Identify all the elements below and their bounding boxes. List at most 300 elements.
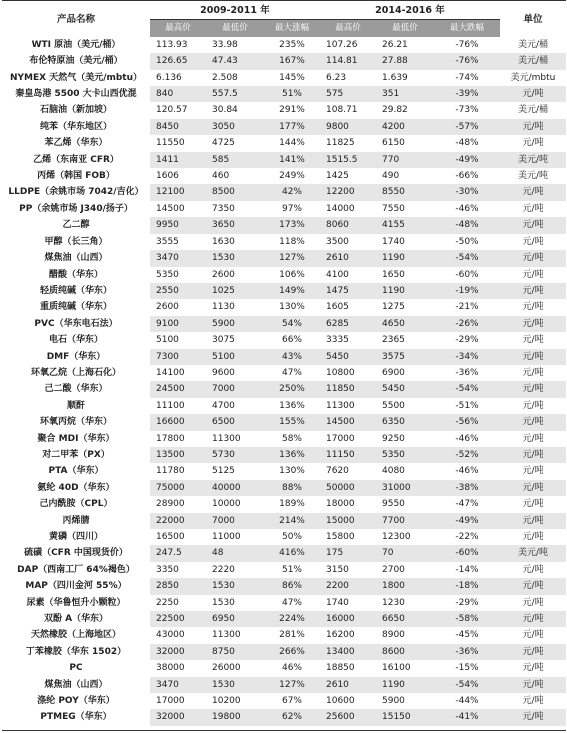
unit-cell: 元/吨 — [522, 236, 544, 247]
low-price-2014-2016-cell: 15150 — [376, 709, 434, 725]
table-row — [2, 316, 566, 332]
high-price-2009-2011-cell: 2550 — [150, 283, 206, 299]
unit-cell: 元/吨 — [500, 480, 566, 496]
high-price-2009-2011-cell: 9100 — [150, 316, 206, 332]
max-fall-cell: -48% — [455, 138, 479, 149]
low-price-2014-2016-cell: 4200 — [376, 119, 434, 135]
high-price-2014-2016-cell: 2610 — [320, 677, 376, 693]
max-rise-cell: 266% — [264, 644, 320, 660]
low-price-2014-2016-cell: 5350 — [376, 447, 434, 463]
low-price-2014-2016-cell: 6650 — [376, 611, 434, 627]
product-name-cell: 尿素（华鲁恒升小颗粒） — [26, 597, 126, 608]
table-row — [2, 562, 566, 578]
product-name-cell: 己内酰胺（CPL） — [39, 499, 113, 510]
product-name-cell: PTA（华东） — [48, 466, 104, 477]
table-row — [2, 463, 566, 479]
low-price-2009-2011-cell: 7000 — [206, 513, 264, 529]
product-name-cell: DAP（西南工厂 64%褐色） — [17, 564, 135, 575]
unit-cell: 元/吨 — [522, 663, 544, 674]
table-row — [2, 709, 566, 725]
product-name-cell: PP（余姚市场 J340/扬子） — [19, 203, 133, 214]
max-fall-cell: -36% — [434, 644, 500, 660]
max-fall-cell: -19% — [434, 283, 500, 299]
max-fall-cell: -49% — [434, 513, 500, 529]
low-price-2014-2016-cell: 1740 — [382, 236, 405, 247]
low-price-2014-2016-cell: 9250 — [382, 433, 405, 444]
high-price-2009-2011-cell: 2250 — [156, 597, 179, 608]
unit-cell: 美元/桶 — [517, 105, 549, 116]
low-price-2009-2011-cell: 26000 — [212, 663, 241, 674]
high-price-2014-2016-cell: 16000 — [320, 611, 376, 627]
table-row — [2, 349, 566, 365]
low-price-2014-2016-cell: 29.82 — [382, 105, 408, 116]
high-price-2014-2016-cell: 11150 — [320, 447, 376, 463]
high-price-2014-2016-cell: 15800 — [326, 532, 355, 542]
unit-cell: 元/吨 — [500, 447, 566, 463]
high-price-2009-2011-cell: 113.93 — [156, 39, 188, 50]
max-rise-cell: 51% — [281, 564, 302, 575]
table-row — [2, 693, 566, 709]
period-2014-2016-header: 2014-2016 年 — [320, 3, 500, 20]
unit-cell: 元/吨 — [500, 513, 566, 529]
product-name-cell: 丁苯橡胶（华东 1502） — [25, 646, 127, 657]
table-row — [2, 611, 566, 627]
low-price-2009-2011-cell: 5125 — [212, 466, 235, 477]
high-price-2009-2011-cell: 3470 — [150, 677, 206, 693]
product-name-cell: WTI 原油（美元/桶） — [31, 39, 121, 50]
max-fall-cell: -50% — [455, 236, 479, 247]
high-price-2009-2011-cell: 38000 — [156, 663, 185, 674]
max-fall-cell: -29% — [455, 335, 479, 346]
low-price-2009-2011-cell: 3075 — [212, 335, 235, 346]
max-fall-cell: -14% — [455, 564, 479, 575]
low-price-2009-2011-cell: 47.43 — [206, 53, 264, 69]
high-price-2009-2011-cell: 9950 — [150, 217, 206, 233]
high-price-2009-2011-cell: 8450 — [150, 119, 206, 135]
high-price-2014-2016-cell: 11300 — [326, 400, 355, 411]
table-row — [2, 217, 566, 233]
low-price-2014-2016-cell: 4155 — [376, 217, 434, 233]
max-rise-cell: 54% — [264, 316, 320, 332]
high-price-2009-2011-cell: 32000 — [150, 644, 206, 660]
table-row — [2, 299, 566, 315]
table-row — [2, 398, 566, 414]
low-price-2014-2016-cell: 9550 — [382, 499, 405, 510]
high-price-2014-2016-cell: 10600 — [326, 696, 355, 707]
max-rise-cell: 130% — [279, 466, 305, 477]
unit-cell: 元/吨 — [500, 184, 566, 200]
low-price-2014-2016-cell: 1190 — [376, 677, 434, 693]
high-price-2014-2016-cell: 1475 — [320, 283, 376, 299]
price-table-body — [2, 37, 566, 726]
max-fall-cell: -58% — [434, 611, 500, 627]
unit-cell: 元/吨 — [522, 499, 544, 510]
max-fall-cell: -60% — [455, 269, 479, 280]
unit-cell: 元/吨 — [522, 466, 544, 477]
max-fall-cell: -48% — [434, 217, 500, 233]
low-price-2009-2011-cell: 30.84 — [212, 105, 238, 116]
product-name-cell: 双酚 A（华东） — [43, 614, 109, 625]
unit-cell: 元/吨 — [500, 709, 566, 725]
high-price-2014-2016-cell: 1740 — [326, 597, 349, 608]
high-price-2014-2016-cell: 11825 — [326, 138, 355, 149]
product-name-cell: 环氧丙烷（华东） — [39, 417, 112, 428]
max-rise-cell: 291% — [279, 105, 305, 116]
low-price-2009-2011-cell: 7000 — [206, 381, 264, 397]
table-row — [2, 234, 566, 250]
unit-header: 单位 — [500, 3, 566, 37]
high-price-2014-2016-cell: 4100 — [326, 269, 349, 280]
product-name-cell: 丙烯腈 — [62, 515, 90, 526]
high-price-2014-2016-cell: 10800 — [326, 367, 355, 378]
product-name-cell: LLDPE（余姚市场 7042/吉化） — [8, 187, 144, 198]
max-fall-cell: -26% — [434, 316, 500, 332]
low-price-2009-2011-cell: 19800 — [206, 709, 264, 725]
table-row — [2, 201, 566, 217]
max-fall-cell: -66% — [455, 171, 479, 182]
max-fall-cell: -60% — [434, 545, 500, 561]
product-name-cell: 聚合 MDI（华东） — [37, 433, 115, 444]
max-fall-cell: -34% — [434, 349, 500, 365]
high-price-2009-2011-cell: 247.5 — [150, 545, 206, 561]
unit-cell: 美元/吨 — [500, 545, 566, 561]
product-name-cell: PVC（华东电石法） — [34, 318, 118, 329]
high-price-2009-2011-cell: 16500 — [156, 532, 185, 542]
max-rise-cell: 249% — [279, 171, 305, 182]
table-row — [2, 102, 566, 118]
table-row — [2, 414, 566, 430]
table-row — [2, 529, 566, 545]
low-price-2009-2011-cell: 1530 — [206, 677, 264, 693]
max-fall-cell: -18% — [434, 578, 500, 594]
table-row — [2, 595, 566, 611]
unit-cell: 美元/桶 — [500, 53, 566, 69]
product-name-cell: NYMEX 天然气（美元/mbtu） — [9, 72, 143, 83]
table-row — [2, 677, 566, 693]
low-price-2009-2011-cell: 1630 — [212, 236, 235, 247]
max-fall-cell: -29% — [455, 597, 479, 608]
table-row — [2, 119, 566, 135]
table-row — [2, 168, 566, 184]
high-price-2014-2016-cell: 575 — [320, 86, 376, 102]
low-price-2014-2016-cell: 1650 — [382, 269, 405, 280]
low-price-2009-2011-cell: 48 — [206, 545, 264, 561]
product-name-cell: MAP（四川金河 55%） — [25, 581, 127, 592]
low-price-2009-2011-cell: 8750 — [206, 644, 264, 660]
low-price-2009-2011-cell: 557.5 — [206, 86, 264, 102]
max-fall-cell: -15% — [455, 663, 479, 674]
high-price-2009-2011-cell: 17000 — [156, 696, 185, 707]
high-price-2014-2016-cell: 50000 — [320, 480, 376, 496]
low-price-2014-2016-cell: 31000 — [376, 480, 434, 496]
table-row — [2, 152, 566, 168]
low-price-2014-2016-cell: 8550 — [376, 184, 434, 200]
low-price-2014-2016-cell: 6350 — [376, 414, 434, 430]
max-rise-cell: 47% — [281, 367, 302, 378]
max-fall-cell: -36% — [455, 367, 479, 378]
low-price-2014-2016-cell: 7700 — [376, 513, 434, 529]
high-price-header-1: 最高价 — [150, 20, 206, 37]
low-price-2009-2011-cell: 1530 — [206, 578, 264, 594]
product-name-cell: 涤纶 POY（华东） — [37, 696, 115, 707]
high-price-2014-2016-cell: 14500 — [320, 414, 376, 430]
low-price-2014-2016-cell: 5500 — [382, 400, 405, 411]
unit-cell: 元/吨 — [522, 203, 544, 214]
low-price-header-1: 最低价 — [206, 20, 264, 37]
high-price-2014-2016-cell: 12200 — [320, 184, 376, 200]
high-price-2014-2016-cell: 9800 — [320, 119, 376, 135]
high-price-2009-2011-cell: 22500 — [150, 611, 206, 627]
high-price-2014-2016-cell: 1425 — [326, 171, 349, 182]
table-row — [2, 496, 566, 512]
period-2009-2011-header: 2009-2011 年 — [150, 3, 320, 20]
product-name-cell: 煤焦油（山西） — [44, 679, 108, 690]
max-rise-cell: 250% — [264, 381, 320, 397]
unit-cell: 元/吨 — [500, 316, 566, 332]
high-price-2009-2011-cell: 3470 — [150, 250, 206, 266]
low-price-2009-2011-cell: 5730 — [206, 447, 264, 463]
max-fall-cell: -21% — [455, 302, 479, 313]
unit-cell: 元/吨 — [500, 283, 566, 299]
high-price-2014-2016-cell: 1515.5 — [320, 152, 376, 168]
unit-cell: 元/吨 — [522, 367, 544, 378]
high-price-2009-2011-cell: 32000 — [150, 709, 206, 725]
high-price-2009-2011-cell: 1606 — [156, 171, 179, 182]
unit-cell: 元/吨 — [522, 532, 544, 542]
high-price-2009-2011-cell: 11780 — [156, 466, 185, 477]
product-name-cell: 重质纯碱（华东） — [39, 302, 112, 313]
unit-cell: 元/吨 — [522, 269, 544, 280]
low-price-2014-2016-cell: 8600 — [376, 644, 434, 660]
low-price-2014-2016-cell: 8900 — [382, 630, 405, 641]
max-rise-cell: 86% — [264, 578, 320, 594]
product-name-cell: 秦皇岛港 5500 大卡山西优混 — [15, 89, 137, 100]
high-price-2014-2016-cell: 114.81 — [320, 53, 376, 69]
product-name-cell: 电石（华东） — [48, 335, 103, 346]
low-price-2014-2016-cell: 16100 — [382, 663, 411, 674]
max-fall-cell: -57% — [434, 119, 500, 135]
table-row — [2, 513, 566, 529]
max-fall-cell: -52% — [434, 447, 500, 463]
high-price-2014-2016-cell: 18850 — [326, 663, 355, 674]
unit-cell: 元/吨 — [500, 217, 566, 233]
low-price-2009-2011-cell: 2600 — [212, 269, 235, 280]
max-rise-cell: 127% — [264, 250, 320, 266]
unit-cell: 美元/mbtu — [510, 72, 556, 83]
high-price-2009-2011-cell: 840 — [150, 86, 206, 102]
high-price-2014-2016-cell: 6.23 — [326, 72, 347, 83]
high-price-2014-2016-cell: 3500 — [326, 236, 349, 247]
high-price-2014-2016-cell: 5450 — [320, 349, 376, 365]
low-price-2009-2011-cell: 10200 — [212, 696, 241, 707]
max-fall-cell: -22% — [455, 532, 479, 542]
low-price-2009-2011-cell: 6950 — [206, 611, 264, 627]
table-row — [2, 480, 566, 496]
high-price-2014-2016-cell: 6285 — [320, 316, 376, 332]
max-fall-cell: -46% — [455, 433, 479, 444]
unit-cell: 元/吨 — [522, 138, 544, 149]
product-name-cell: 丙烯（韩国 FOB） — [37, 171, 115, 182]
low-price-2014-2016-cell: 27.88 — [376, 53, 434, 69]
table-row — [2, 37, 566, 53]
max-rise-cell: 88% — [264, 480, 320, 496]
table-row — [2, 184, 566, 200]
low-price-2009-2011-cell: 4725 — [212, 138, 235, 149]
max-rise-cell: 50% — [281, 532, 302, 542]
table-row — [2, 447, 566, 463]
max-rise-cell: 106% — [279, 269, 305, 280]
product-name-cell: PC — [69, 663, 83, 674]
unit-cell: 元/吨 — [500, 414, 566, 430]
high-price-2009-2011-cell: 17800 — [156, 433, 185, 444]
product-name-cell: 天然橡胶（上海地区） — [30, 630, 121, 641]
low-price-2009-2011-cell: 3650 — [206, 217, 264, 233]
low-price-2014-2016-cell: 1.639 — [382, 72, 408, 83]
product-name-cell: 氨纶 40D（华东） — [37, 482, 115, 493]
max-fall-cell: -38% — [434, 480, 500, 496]
low-price-2009-2011-cell: 7350 — [212, 203, 235, 214]
product-name-cell: 黄磷（四川） — [48, 532, 103, 542]
high-price-2009-2011-cell: 3350 — [156, 564, 179, 575]
low-price-2009-2011-cell: 5900 — [206, 316, 264, 332]
low-price-2009-2011-cell: 2.508 — [212, 72, 238, 83]
high-price-2009-2011-cell: 7300 — [150, 349, 206, 365]
max-rise-cell: 66% — [281, 335, 302, 346]
low-price-2009-2011-cell: 11300 — [212, 433, 241, 444]
max-fall-cell: -46% — [455, 466, 479, 477]
max-rise-cell: 51% — [264, 86, 320, 102]
high-price-2009-2011-cell: 3555 — [156, 236, 179, 247]
table-row — [2, 135, 566, 151]
product-name-cell: 苯乙烯（华东） — [44, 138, 108, 149]
high-price-2014-2016-cell: 13400 — [320, 644, 376, 660]
high-price-2009-2011-cell: 28900 — [156, 499, 185, 510]
high-price-2009-2011-cell: 11550 — [156, 138, 185, 149]
high-price-2014-2016-cell: 8060 — [320, 217, 376, 233]
max-fall-cell: -76% — [434, 53, 500, 69]
unit-cell: 元/吨 — [500, 677, 566, 693]
table-row — [2, 53, 566, 69]
low-price-2009-2011-cell: 11000 — [212, 532, 241, 542]
unit-cell: 美元/吨 — [500, 152, 566, 168]
max-fall-cell: -54% — [434, 677, 500, 693]
product-name-cell: 乙二醇 — [62, 220, 90, 231]
high-price-2009-2011-cell: 22000 — [150, 513, 206, 529]
low-price-2014-2016-cell: 1190 — [376, 283, 434, 299]
product-name-cell: 纯苯（华东地区） — [39, 121, 112, 132]
table-row — [2, 578, 566, 594]
product-name-cell: 硫磺（CFR 中国现货价） — [24, 548, 128, 559]
high-price-2009-2011-cell: 13500 — [150, 447, 206, 463]
table-row — [2, 644, 566, 660]
low-price-2009-2011-cell: 11300 — [212, 630, 241, 641]
product-name-header: 产品名称 — [2, 3, 150, 37]
low-price-2014-2016-cell: 2365 — [382, 335, 405, 346]
product-name-cell: PTMEG（华东） — [40, 712, 112, 723]
max-rise-cell: 173% — [264, 217, 320, 233]
high-price-2009-2011-cell: 2600 — [156, 302, 179, 313]
table-row — [2, 545, 566, 561]
high-price-2014-2016-cell: 3150 — [326, 564, 349, 575]
high-price-2014-2016-cell: 25600 — [320, 709, 376, 725]
table-row — [2, 86, 566, 102]
max-rise-cell: 43% — [264, 349, 320, 365]
low-price-2009-2011-cell: 1130 — [212, 302, 235, 313]
max-rise-cell: 224% — [264, 611, 320, 627]
max-rise-header: 最大涨幅 — [264, 20, 320, 37]
low-price-2014-2016-cell: 3575 — [376, 349, 434, 365]
max-fall-cell: -54% — [434, 381, 500, 397]
low-price-2014-2016-cell: 1800 — [376, 578, 434, 594]
low-price-2014-2016-cell: 5900 — [382, 696, 405, 707]
max-fall-cell: -54% — [434, 250, 500, 266]
max-rise-cell: 144% — [279, 138, 305, 149]
unit-cell: 美元/吨 — [517, 171, 549, 182]
low-price-2014-2016-cell: 6900 — [382, 367, 405, 378]
high-price-2014-2016-cell: 175 — [320, 545, 376, 561]
unit-cell: 元/吨 — [522, 433, 544, 444]
high-price-2014-2016-cell: 14000 — [326, 203, 355, 214]
max-fall-cell: -44% — [455, 696, 479, 707]
max-rise-cell: 58% — [281, 433, 302, 444]
high-price-2009-2011-cell: 5350 — [156, 269, 179, 280]
table-row — [2, 365, 566, 381]
high-price-2014-2016-cell: 7620 — [326, 466, 349, 477]
high-price-2009-2011-cell: 14100 — [156, 367, 185, 378]
price-table — [2, 0, 566, 726]
max-rise-cell: 46% — [281, 663, 302, 674]
high-price-2009-2011-cell: 1411 — [150, 152, 206, 168]
max-fall-cell: -73% — [455, 105, 479, 116]
low-price-2009-2011-cell: 10000 — [212, 499, 241, 510]
max-fall-cell: -30% — [434, 184, 500, 200]
unit-cell: 元/吨 — [500, 611, 566, 627]
high-price-2009-2011-cell: 24500 — [150, 381, 206, 397]
unit-cell: 元/吨 — [522, 302, 544, 313]
low-price-2014-2016-cell: 5450 — [376, 381, 434, 397]
high-price-2009-2011-cell: 5100 — [156, 335, 179, 346]
high-price-2009-2011-cell: 43000 — [156, 630, 185, 641]
high-price-2014-2016-cell: 1605 — [326, 302, 349, 313]
low-price-2009-2011-cell: 4700 — [212, 400, 235, 411]
high-price-2009-2011-cell: 6.136 — [156, 72, 182, 83]
high-price-2014-2016-cell: 15000 — [320, 513, 376, 529]
max-fall-cell: -45% — [455, 630, 479, 641]
max-fall-cell: -46% — [455, 203, 479, 214]
high-price-2009-2011-cell: 14500 — [156, 203, 185, 214]
table-row — [2, 283, 566, 299]
high-price-2014-2016-cell: 16200 — [326, 630, 355, 641]
table-row — [2, 627, 566, 643]
high-price-2014-2016-cell: 18000 — [326, 499, 355, 510]
unit-cell: 元/吨 — [500, 119, 566, 135]
high-price-2009-2011-cell: 16600 — [150, 414, 206, 430]
low-price-2009-2011-cell: 1530 — [206, 250, 264, 266]
product-name-cell: 石脑油（新加坡） — [39, 105, 112, 116]
high-price-2014-2016-cell: 17000 — [326, 433, 355, 444]
high-price-2009-2011-cell: 75000 — [150, 480, 206, 496]
unit-cell: 元/吨 — [500, 578, 566, 594]
high-price-2014-2016-cell: 2200 — [320, 578, 376, 594]
unit-cell: 元/吨 — [522, 630, 544, 641]
max-fall-cell: -76% — [455, 39, 479, 50]
unit-cell: 元/吨 — [500, 250, 566, 266]
unit-cell: 美元/桶 — [517, 39, 549, 50]
high-price-2009-2011-cell: 2850 — [150, 578, 206, 594]
high-price-2014-2016-cell: 11850 — [320, 381, 376, 397]
table-bottom-rule — [2, 730, 566, 731]
unit-cell: 元/吨 — [500, 644, 566, 660]
